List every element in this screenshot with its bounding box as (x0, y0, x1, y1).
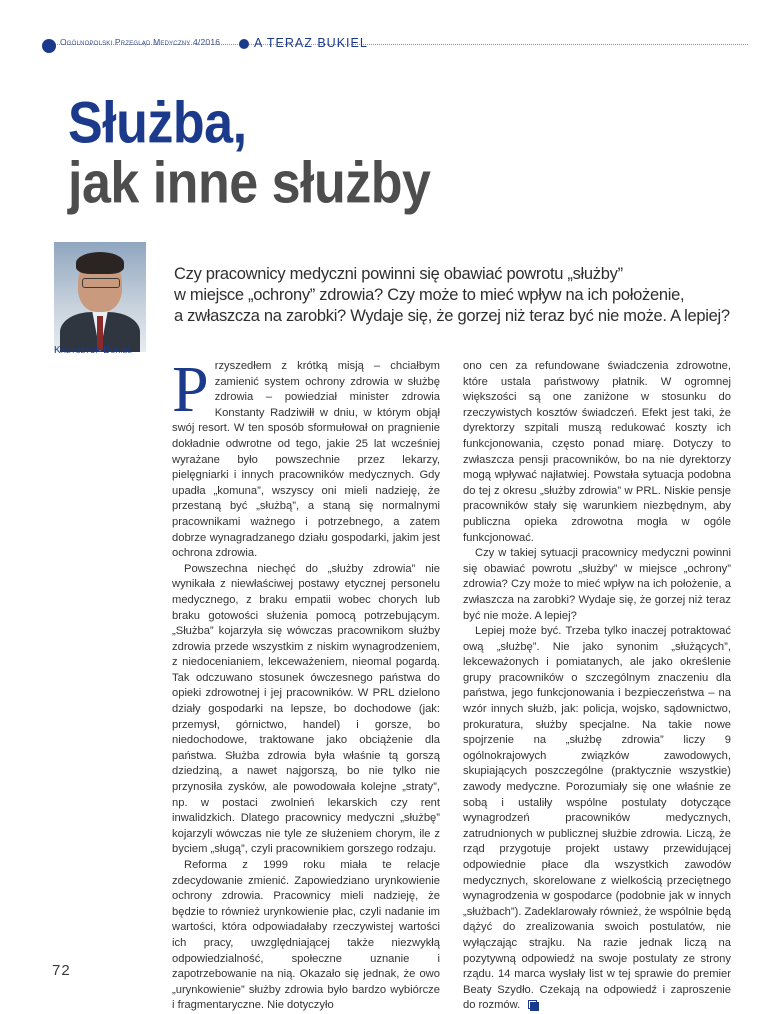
section-name: A TERAZ BUKIEL (254, 36, 368, 50)
paragraph-text: rzyszedłem z krótką misją – chciałbym zamienić system ochrony zdrowia w służbę zdrowia – powiedział minister zdrowia Konstanty Radziwiłł w dniu, w którym objął swój resort. W ten sposób sformułował on pragnienie dokładnie odwrotne od tego, jakie 25 lat wcześniej wyrażane było powszechnie przez lekarzy, pielęgniarki i innych pracowników medycznych. Gdy upadła „komuna”, wszyscy oni mieli nadzieję, że przestaną być „służbą”, a staną się normalnymi pracownikami ważnego i potrzebnego, a zatem dobrze wynagradzanego działu gospodarki, jakim jest ochrona zdrowia. (172, 360, 440, 560)
paragraph: Czy w takiej sytuacji pracownicy medyczni powinni się obawiać powrotu „służby” w miejsce „ochrony” zdrowia? Czy może to mieć wpływ na ich położenie, a zwłaszcza na zarobki? Wydaje się, że gorzej niż teraz być nie może. A lepiej? (463, 547, 731, 622)
lede-line: a zwłaszcza na zarobki? Wydaje się, że gorzej niż teraz być nie może. A lepiej? (174, 307, 730, 325)
lede (174, 264, 730, 327)
lede-line: Czy pracownicy medyczni powinni się obawiać powrotu „służby” (174, 265, 623, 283)
paragraph: Powszechna niechęć do „służby zdrowia” nie wynikała z niewłaściwej postawy etycznej personelu medycznego, z braku empatii wobec chorych lub braku gotowości służenia pomocą potrzebującym. „Służba” kojarzyła się wówczas pracownikom służby zdrowia przede wszystkim z niskim wynagrodzeniem, z niedocenianiem, lekceważeniem, nieomal pogardą. Tak odczuwano stosunek ówczesnego państwa do opieki zdrowotnej i jej pracowników. W PRL dzielono działy gospodarki na lepsze, bo dochodowe (jak: przemysł, górnictwo, handel) i gorsze, bo niedochodowe, traktowane jako obciążenie dla państwa. Służba zdrowia była właśnie tą gorszą dziedziną, a nawet najgorszą, bo nie tylko nie przynosiła zysków, ale powodowała kolejne „straty”, np. w postaci zwolnień lekarskich czy rent inwalidzkich. Dlatego pracownicy medyczni „służbę” kojarzyli wówczas nie tyle ze służeniem chorym, ile z byciem „sługą”, czyli pracownikiem gorszego rodzaju. (172, 562, 440, 856)
paragraph (172, 353, 440, 562)
column-right (463, 359, 731, 1014)
paragraph-text: Lepiej może być. Trzeba tylko inaczej potraktować ową „służbę”. Nie jako synonim „służących”, lekceważonych i pomiatanych, ale jako określenie grupy pracowników o szczególnym znaczeniu dla państwa, jego funkcjonowania i bezpieczeństwa – na wzór innych służb, jak: policja, wojsko, sądownictwo, prokuratura, służby specjalne. Na takie nowe spojrzenie na „służbę zdrowia” liczy 9 ogólnokrajowych związków zawodowych, skupiających poszczególne (praktycznie wszystkie) zawody medyczne. Porozumiały się one właśnie ze sobą i ustaliły wspólne postulaty dotyczące wynagrodzeń pracowników medycznych, zatrudnionych w publicznej służbie zdrowia. Liczą, że rząd przygotuje projekt ustawy przewidującej odpowiednie płace dla wszystkich zawodów medycznych, skorelowane z wielkością przeciętnego wynagrodzenia w gospodarce (podobnie jak w innych „służbach”). Zadeklarowały również, że wspólnie będą dążyć do zrealizowania swoich postulatów, nie wyłączając strajku. Na razie jednak liczą na pozytywną odpowiedź na swoje postulaty ze strony rządu. 14 marca wysłały list w tej sprawie do premier Beaty Szydło. Czekają na odpowiedź i zaproszenie do rozmów. (463, 625, 732, 1012)
paragraph: Reforma z 1999 roku miała te relacje zdecydowanie zmienić. Zapowiedziano urynkowienie ochrony zdrowia. Pracownicy mieli nadzieję, że będzie to również urynkowienie płac, czyli nadanie im wartości, która odpowiadałaby rzeczywistej wartości ich pracy, uwzględniającej także niezwykłą odpowiedzialność, społeczne uznanie i zapotrzebowanie na nią. Okazało się jednak, że owo „urynkowienie” służby zdrowia było bardzo wybiórcze i fragmentaryczne. Nie dotyczyło (172, 859, 440, 1012)
paragraph (463, 624, 731, 1014)
column-left (172, 353, 440, 1014)
page-number: 72 (52, 962, 71, 979)
end-of-article-icon (528, 1000, 537, 1009)
header-dot-icon (42, 39, 56, 53)
author-portrait (54, 242, 146, 352)
title-line-1: Służba, (68, 91, 247, 157)
lede-line: w miejsce „ochrony” zdrowia? Czy może to mieć wpływ na ich położenie, (174, 286, 685, 304)
title-line-2: jak inne służby (68, 151, 431, 217)
author-name: Krzysztof Bukiel (54, 345, 132, 356)
publication-name: Ogólnopolski Przegląd Medyczny 4/2016 (60, 37, 221, 47)
section-dot-icon (239, 39, 249, 49)
drop-cap: P (172, 353, 209, 426)
paragraph: ono cen za refundowane świadczenia zdrowotne, które ustala państwowy płatnik. W ogromnej większości są one zaniżone w stosunku do rzeczywistych kosztów świadczeń. Efekt jest taki, że dyrektorzy szpitali muszą redukować koszty ich funkcjonowania, często ponad miarę. Dotyczy to zwłaszcza pensji pracowników, bo na nie dyrektorzy mogą wpływać najłatwiej. Powstała sytuacja podobna do tej z okresu „służby zdrowia” w PRL. Niskie pensje pracowników stały się warunkiem niezbędnym, aby publiczna opieka zdrowotna mogła w ogóle funkcjonować. (463, 360, 731, 544)
